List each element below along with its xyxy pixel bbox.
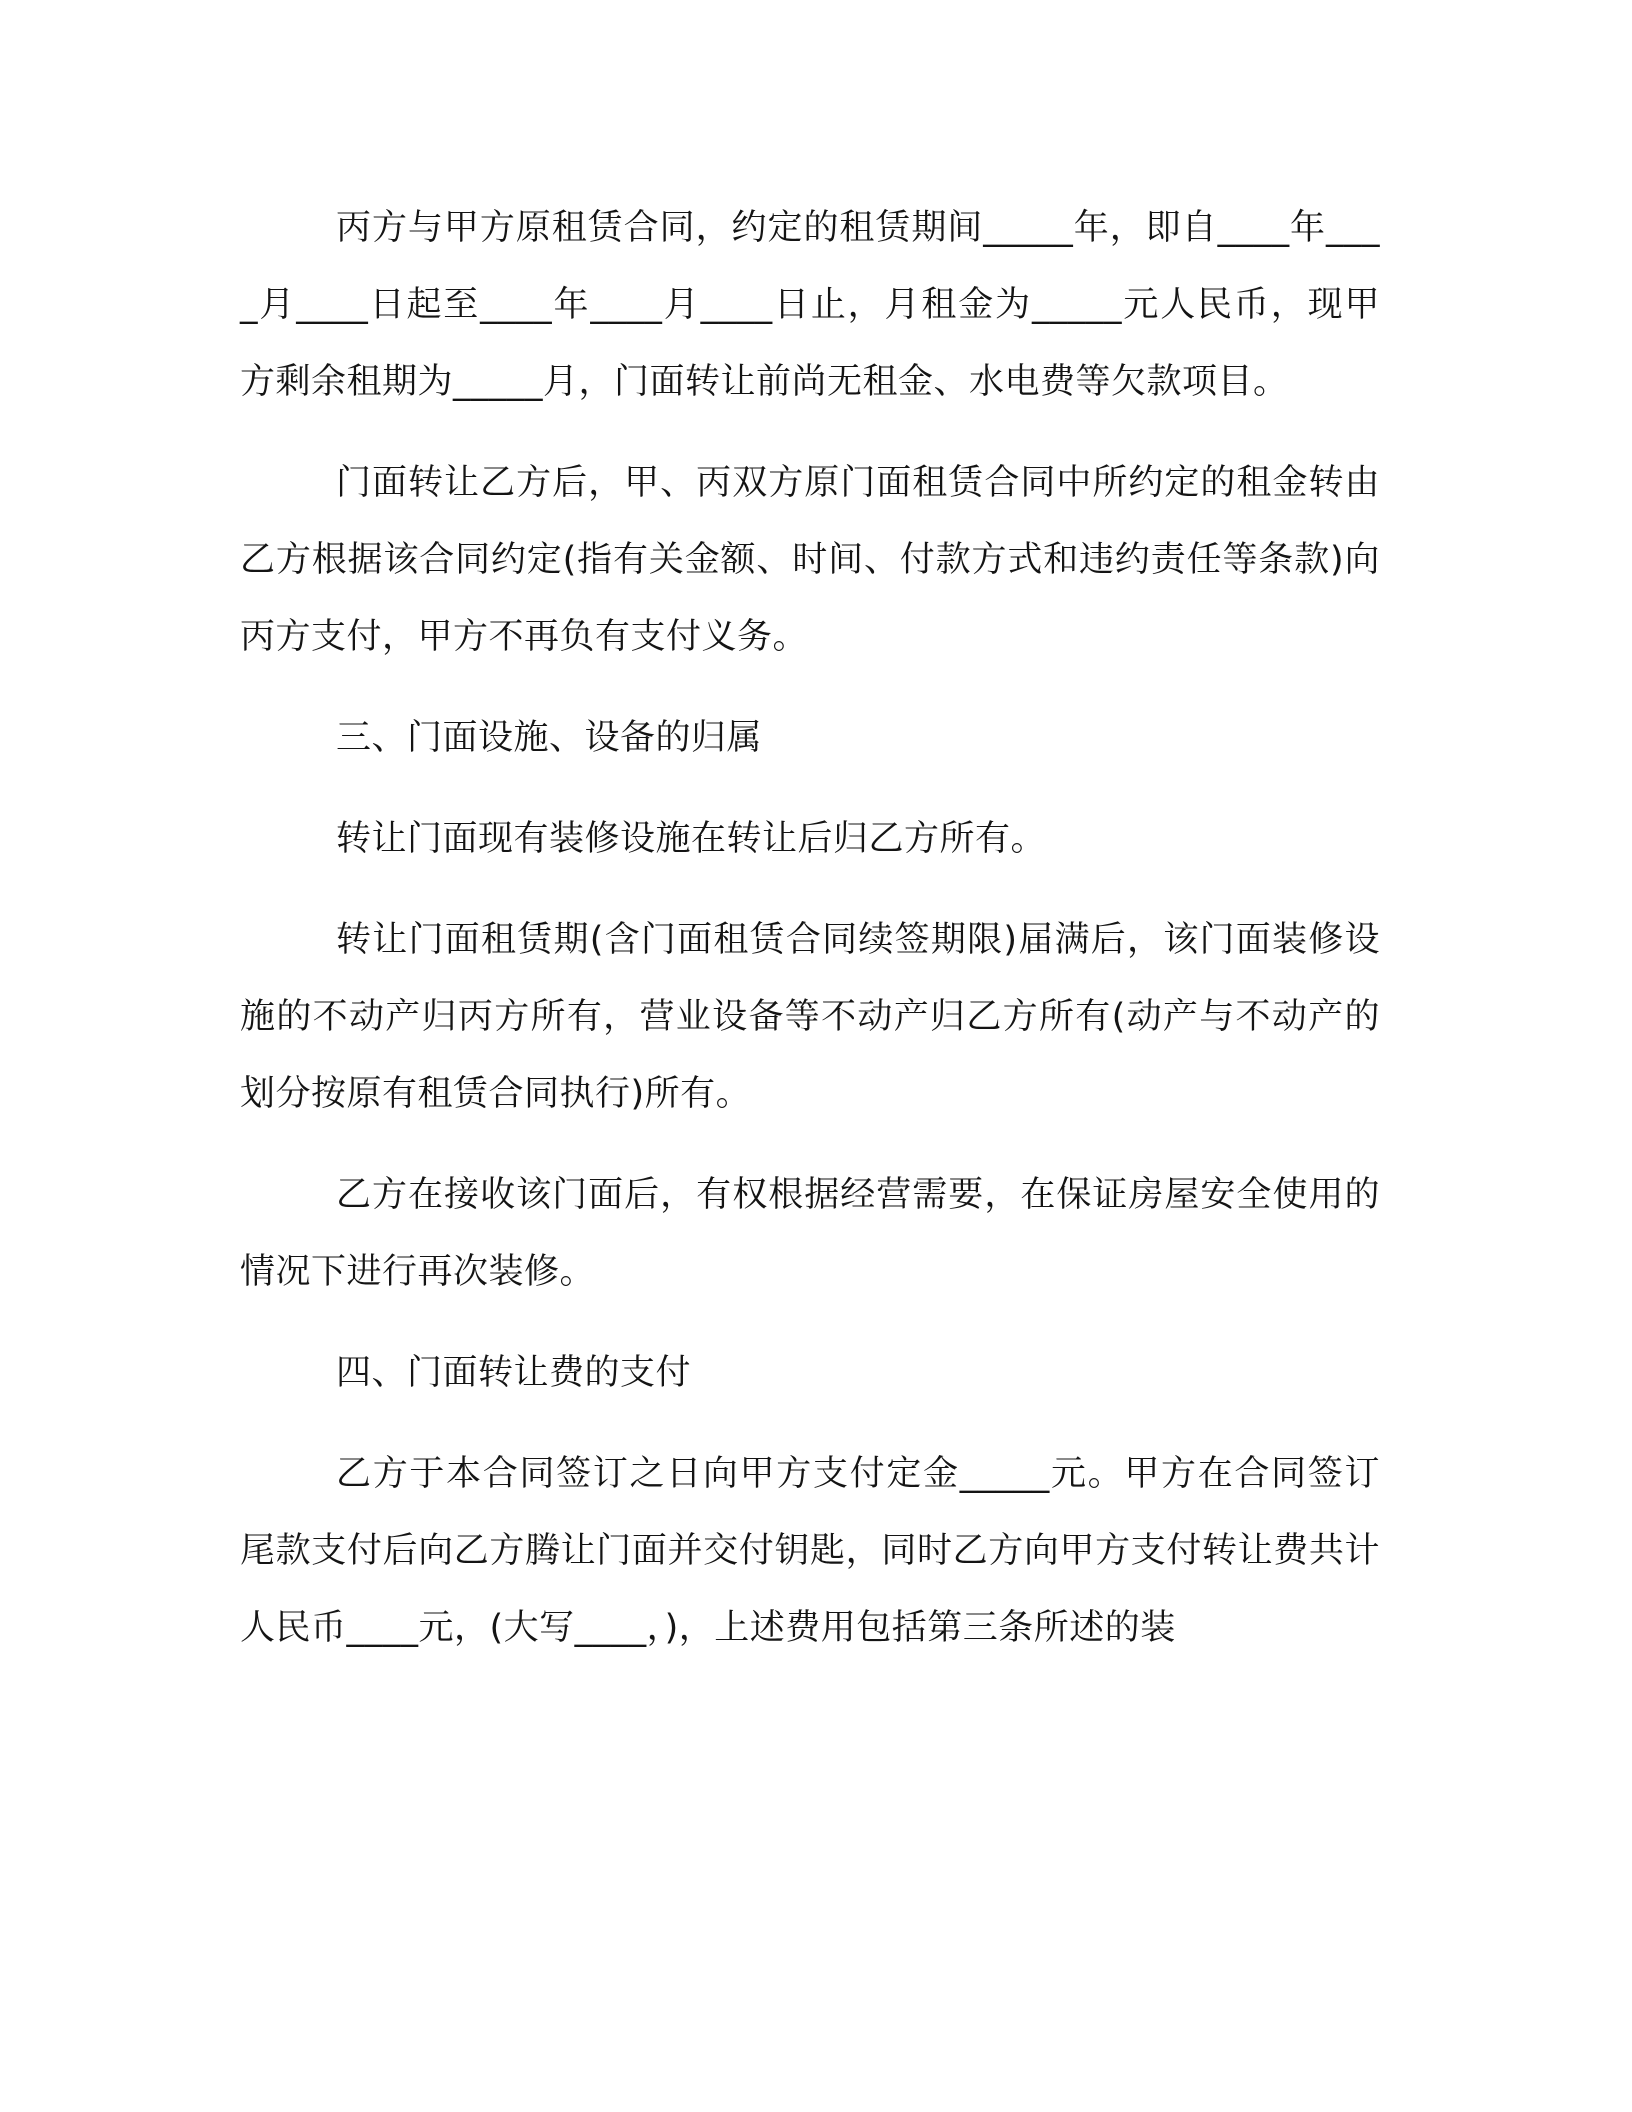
paragraph-decoration-ownership: 转让门面现有装修设施在转让后归乙方所有。 bbox=[336, 819, 1047, 859]
section-heading-facilities: 三、门面设施、设备的归属 bbox=[336, 718, 763, 758]
document-body bbox=[240, 190, 1380, 1691]
paragraph-payment-terms: 乙方于本合同签订之日向甲方支付定金_____元。甲方在合同签订尾款支付后向乙方腾让门面并交付钥匙，同时乙方向甲方支付转让费共计人民币____元，(大写____，)，上述费用包括第三条所述的装 bbox=[240, 1454, 1380, 1648]
paragraph-property-after-expiry: 转让门面租赁期(含门面租赁合同续签期限)届满后，该门面装修设施的不动产归丙方所有，营业设备等不动产归乙方所有(动产与不动产的划分按原有租赁合同执行)所有。 bbox=[240, 920, 1380, 1114]
paragraph-lease-term: 丙方与甲方原租赁合同，约定的租赁期间_____年，即自____年____月____日起至____年____月____日止，月租金为_____元人民币，现甲方剩余租期为_____月，门面转让前尚无租金、水电费等欠款项目。 bbox=[240, 208, 1380, 402]
paragraph-rent-transfer: 门面转让乙方后，甲、丙双方原门面租赁合同中所约定的租金转由乙方根据该合同约定(指有关金额、时间、付款方式和违约责任等条款)向丙方支付，甲方不再负有支付义务。 bbox=[240, 463, 1380, 657]
section-heading-transfer-fee: 四、门面转让费的支付 bbox=[336, 1353, 692, 1393]
paragraph-redecoration-right: 乙方在接收该门面后，有权根据经营需要，在保证房屋安全使用的情况下进行再次装修。 bbox=[240, 1175, 1380, 1292]
